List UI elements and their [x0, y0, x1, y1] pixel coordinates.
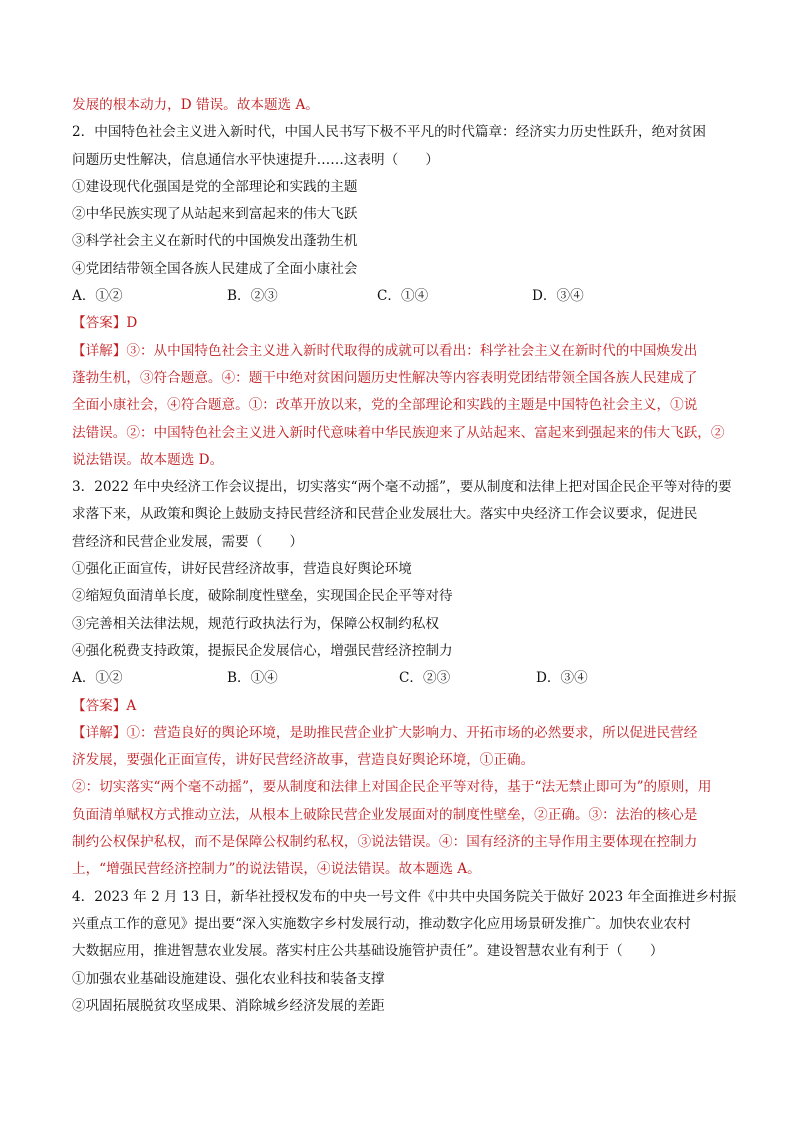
answer-options: [72, 665, 732, 692]
statement-item: ④强化税费支持政策，提振民企发展信心，增强民营经济控制力: [72, 642, 453, 659]
explanation-line: 【详解】①：营造良好的舆论环境，是助推民营企业扩大影响力、开拓市场的必然要求，所以促进民营经: [72, 724, 698, 741]
explanation-line: 蓬勃生机，③符合题意。④：题干中绝对贫困问题历史性解决等内容表明党团结带领全国各族人民建成了: [72, 369, 698, 386]
question-stem: 2．中国特色社会主义进入新时代，中国人民书写下极不平凡的时代篇章：经济实力历史性跃升，绝对贫困: [72, 124, 706, 141]
statement-item: ③科学社会主义在新时代的中国焕发出蓬勃生机: [72, 233, 358, 250]
option-d: D．③④: [532, 288, 584, 305]
question-2: [72, 119, 732, 474]
explanation-line: 制约公权保护私权，而不是保障公权制约私权，③说法错误。④：国有经济的主导作用主要体现在控制力: [72, 834, 698, 851]
question-stem: 4．2023 年 2 月 13 日，新华社授权发布的中央一号文件《中共中央国务院关于做好 2023 年全面推进乡村振: [72, 888, 737, 905]
question-stem: 求落下来，从政策和舆论上鼓励支持民营经济和民营企业发展壮大。落实中央经济工作会议要求，促进民: [72, 506, 698, 523]
q1-answer-tail: 发展的根本动力，D 错误。故本题选 A。: [72, 97, 319, 113]
option-d: D．③④: [536, 670, 588, 687]
statement-item: ④党团结带领全国各族人民建成了全面小康社会: [72, 260, 358, 277]
option-c: C．①④: [377, 288, 429, 305]
question-stem: 兴重点工作的意见》提出要“深入实施数字乡村发展行动，推动数字化应用场景研发推广。加快农业农村: [72, 915, 691, 932]
explanation-line: 全面小康社会，④符合题意。①：改革开放以来，党的全部理论和实践的主题是中国特色社会主义，①说: [72, 397, 698, 414]
statement-item: ①加强农业基础设施建设、强化农业科技和装备支撑: [72, 970, 385, 987]
option-a: A．①②: [72, 670, 123, 687]
option-a: A．①②: [72, 288, 123, 305]
explanation-line: 负面清单赋权方式推动立法，从根本上破除民营企业发展面对的制度性壁垒，②正确。③：法治的核心是: [72, 806, 698, 823]
answer-key: 【答案】A: [72, 697, 137, 714]
answer-options: [72, 283, 732, 310]
statement-item: ①强化正面宣传，讲好民营经济故事，营造良好舆论环境: [72, 561, 412, 578]
question-3: [72, 474, 732, 883]
document-content: [72, 92, 737, 1020]
statement-item: ②巩固拓展脱贫攻坚成果、消除城乡经济发展的差距: [72, 997, 385, 1014]
option-c: C．②③: [399, 670, 451, 687]
answer-key: 【答案】D: [72, 315, 138, 332]
option-b: B．①④: [227, 670, 278, 687]
question-4: [72, 884, 737, 1020]
explanation-line: 【详解】③：从中国特色社会主义进入新时代取得的成就可以看出：科学社会主义在新时代的中国焕发出: [72, 342, 698, 359]
statement-item: ②缩短负面清单长度，破除制度性壁垒，实现国企民企平等对待: [72, 588, 453, 605]
question-stem: 问题历史性解决，信息通信水平快速提升……这表明（ ）: [72, 151, 440, 168]
question-stem: 3．2022 年中央经济工作会议提出，切实落实“两个毫不动摇”，要从制度和法律上把对国企民企平等对待的要: [72, 479, 732, 496]
option-b: B．②③: [227, 288, 278, 305]
statement-item: ②中华民族实现了从站起来到富起来的伟大飞跃: [72, 206, 358, 223]
explanation-line: 上，“增强民营经济控制力”的说法错误，④说法错误。故本题选 A。: [72, 861, 481, 878]
question-stem: 营经济和民营企业发展，需要（ ）: [72, 533, 304, 550]
explanation-line: 说法错误。故本题选 D。: [72, 451, 224, 468]
explanation-line: ②：切实落实“两个毫不动摇”，要从制度和法律上对国企民企平等对待，基于“法无禁止即可为”的原则，用: [72, 779, 712, 796]
statement-item: ③完善相关法律法规，规范行政执法行为，保障公权制约私权: [72, 615, 440, 632]
explanation-line: 法错误。②：中国特色社会主义进入新时代意味着中华民族迎来了从站起来、富起来到强起来的伟大飞跃，②: [72, 424, 725, 441]
question-stem: 大数据应用，推进智慧农业发展。落实村庄公共基础设施管护责任”。建设智慧农业有利于（ ）: [72, 943, 664, 960]
explanation-line: 济发展，要强化正面宣传，讲好民营经济故事，营造良好舆论环境，①正确。: [72, 752, 535, 769]
statement-item: ①建设现代化强国是党的全部理论和实践的主题: [72, 178, 358, 195]
